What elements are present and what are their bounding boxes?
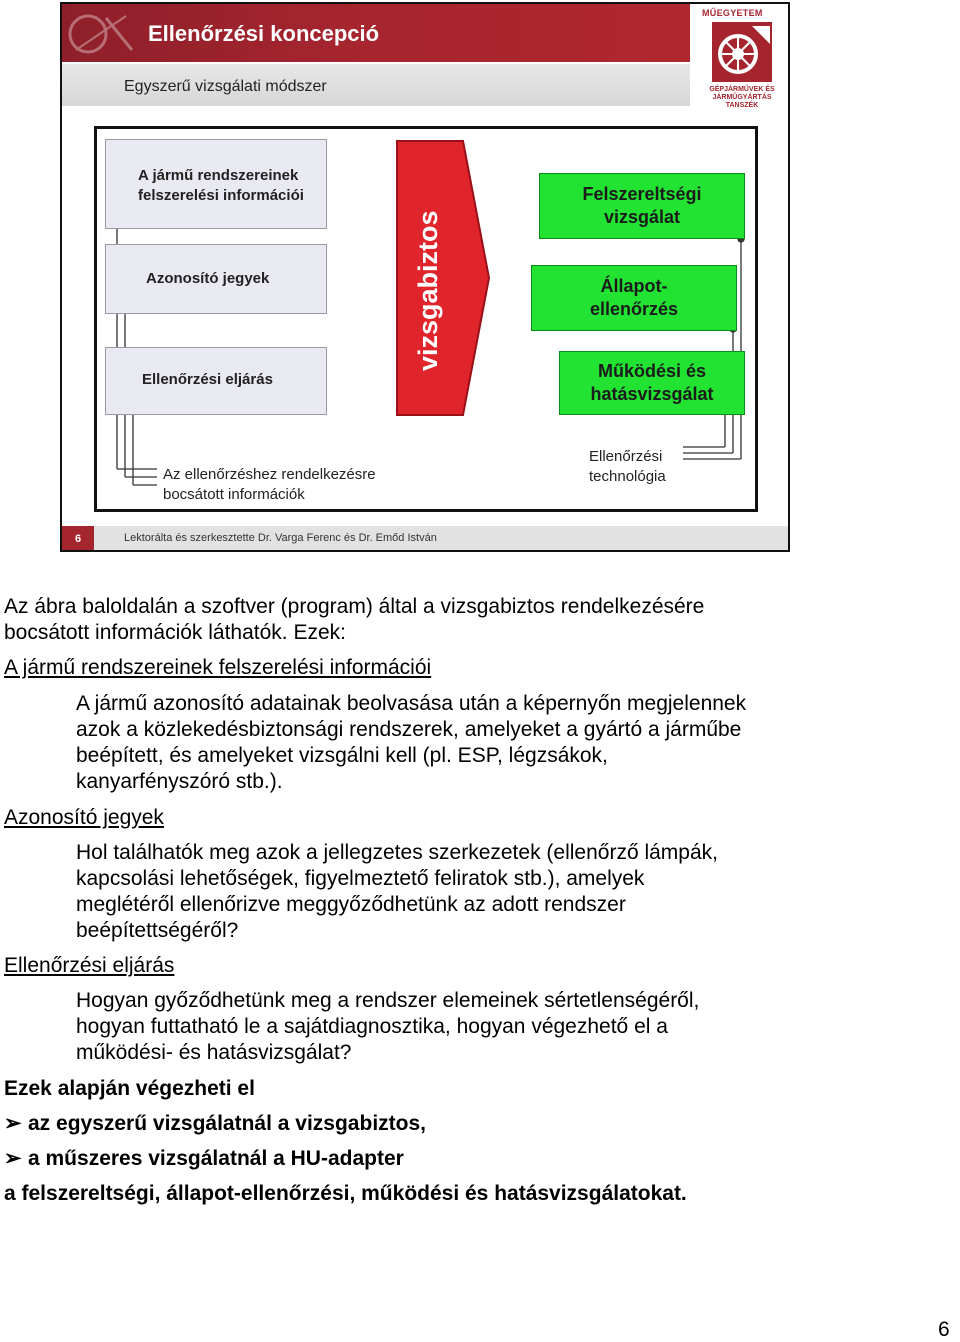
info-box-line: Ellenőrzési eljárás — [142, 371, 273, 388]
inspection-diagram — [94, 126, 758, 512]
bullet-item — [4, 1146, 404, 1172]
logo-line-1: GÉPJÁRMŰVEK ÉS — [709, 86, 775, 93]
section-heading-equipment: A jármű rendszereinek felszerelési információi — [4, 656, 432, 679]
info-box-procedure — [105, 347, 327, 415]
intro-line-1: Az ábra baloldalán a szoftver (program) által a vizsgabiztos rendelkezésére — [4, 595, 705, 618]
section-paragraph-identifiers — [76, 840, 936, 944]
section-paragraph-equipment — [76, 691, 936, 795]
logo-line-3: TANSZÉK — [725, 102, 759, 109]
logo-line-2: JÁRMŰGYÁRTÁS — [712, 94, 772, 101]
paragraph-line: működési- és hatásvizsgálat? — [76, 1041, 352, 1064]
paragraph-line: meglétéről ellenőrizve meggyőződhetünk az adott rendszer — [76, 893, 626, 916]
green-box-line: vizsgálat — [603, 207, 681, 227]
inspector-arrow — [391, 139, 491, 417]
slide-footer-text: Lektorálta és szerkesztette Dr. Varga Ferenc és Dr. Emőd István — [124, 532, 437, 544]
arrow-bullet-icon: ➢ — [4, 1147, 22, 1170]
wheel-logo-icon — [712, 22, 772, 82]
info-box-identifiers — [105, 244, 327, 314]
caption-line: bocsátott információk — [163, 486, 305, 503]
bullet-text: a műszeres vizsgálatnál a HU-adapter — [28, 1147, 404, 1170]
slide-image — [60, 2, 790, 552]
slide-page-number: 6 — [62, 526, 94, 552]
equipment-check-box — [539, 173, 745, 239]
section-heading-identifiers: Azonosító jegyek — [4, 806, 164, 829]
condition-check-box — [531, 265, 737, 331]
page-number: 6 — [938, 1318, 950, 1341]
intro-line-2: bocsátott információk láthatók. Ezek: — [4, 621, 346, 644]
info-box-equipment — [105, 139, 327, 229]
bullet-text: az egyszerű vizsgálatnál a vizsgabiztos, — [28, 1112, 426, 1135]
paragraph-line: kanyarfényszóró stb.). — [76, 770, 283, 793]
paragraph-line: Hogyan győződhetünk meg a rendszer elemeinek sértetlenségéről, — [76, 989, 700, 1012]
caption-line: Az ellenőrzéshez rendelkezésre — [163, 466, 376, 483]
green-box-line: ellenőrzés — [589, 299, 679, 319]
left-caption — [163, 465, 376, 505]
paragraph-line: A jármű azonosító adatainak beolvasása után a képernyőn megjelennek — [76, 692, 747, 715]
section-paragraph-procedure — [76, 988, 936, 1066]
arrow-bullet-icon: ➢ — [4, 1112, 22, 1135]
caption-line: Ellenőrzési — [589, 448, 663, 465]
paragraph-line: beépítettségéről? — [76, 919, 239, 942]
paragraph-line: Hol találhatók meg azok a jellegzetes szerkezetek (ellenőrző lámpák, — [76, 841, 718, 864]
slide-subheader — [62, 64, 690, 106]
info-box-line: felszerelési információi — [138, 187, 304, 204]
paragraph-line: beépített, és amelyeket vizsgálni kell (pl. ESP, légzsákok, — [76, 744, 608, 767]
paragraph-line: hogyan futtatható le a sajátdiagnosztika, hogyan végezhető el a — [76, 1015, 668, 1038]
slide-header — [62, 4, 690, 62]
closing-line: a felszereltségi, állapot-ellenőrzési, működési és hatásvizsgálatokat. — [4, 1182, 687, 1205]
green-box-line: Állapot- — [600, 276, 668, 296]
green-box-line: Működési és — [597, 361, 707, 381]
logo-top-text: MŰEGYETEM — [702, 8, 763, 18]
slide-subtitle: Egyszerű vizsgálati módszer — [124, 78, 327, 95]
university-logo — [698, 6, 786, 110]
info-box-line: A jármű rendszereinek — [138, 167, 299, 184]
green-box-line: Felszereltségi — [582, 184, 702, 204]
section-heading-procedure: Ellenőrzési eljárás — [4, 954, 175, 977]
header-decoration-icon — [66, 10, 136, 58]
right-caption — [589, 447, 666, 487]
paragraph-line: kapcsolási lehetőségek, figyelmeztető feliratok stb.), amelyek — [76, 867, 645, 890]
paragraph-line: azok a közlekedésbiztonsági rendszerek, amelyeket a gyártó a járműbe — [76, 718, 742, 741]
green-box-line: hatásvizsgálat — [590, 384, 714, 404]
conclusion-heading: Ezek alapján végezheti el — [4, 1077, 255, 1100]
inspector-label: vizsgabiztos — [413, 210, 443, 371]
caption-line: technológia — [589, 468, 666, 485]
bullet-item — [4, 1111, 426, 1137]
logo-bottom-text — [698, 86, 786, 110]
slide-title: Ellenőrzési koncepció — [148, 21, 380, 46]
slide-footer — [62, 526, 788, 552]
function-test-box — [559, 351, 745, 415]
info-box-line: Azonosító jegyek — [146, 270, 270, 287]
